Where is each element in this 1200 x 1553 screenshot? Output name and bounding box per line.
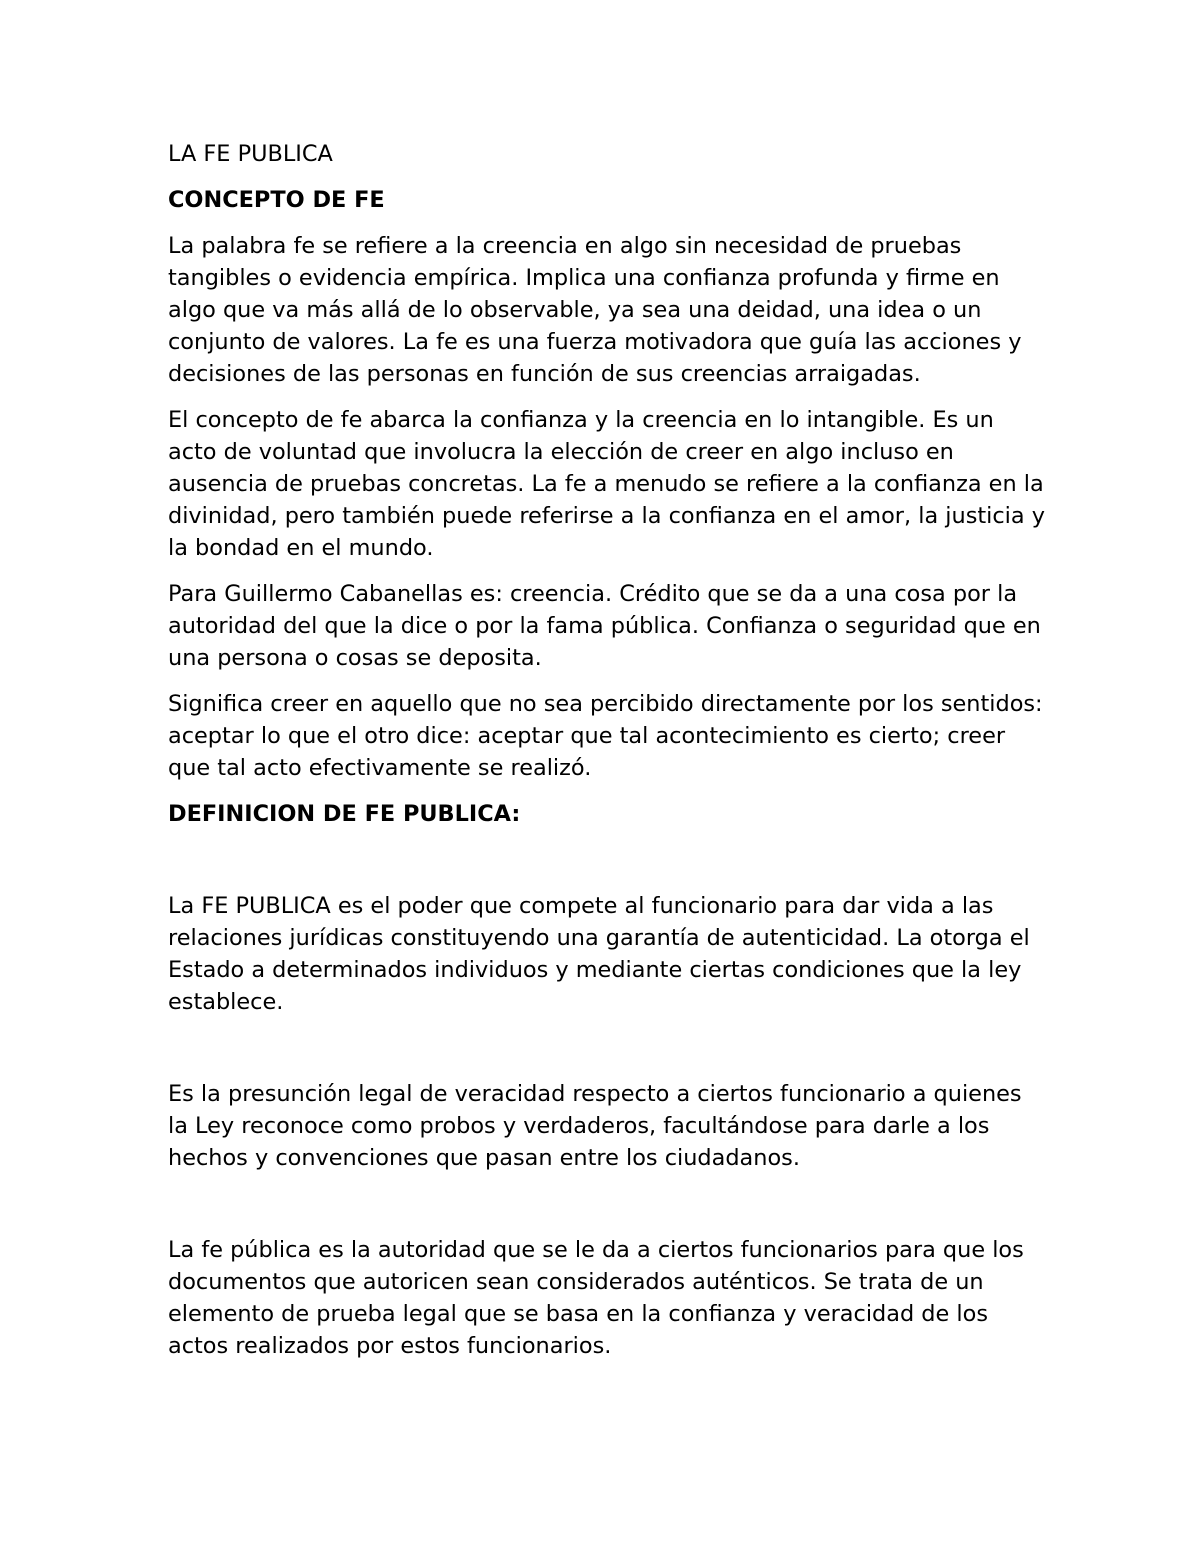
- section-heading-concepto: CONCEPTO DE FE: [168, 187, 385, 213]
- section-heading-definicion: DEFINICION DE FE PUBLICA:: [168, 801, 521, 827]
- paragraph: Significa creer en aquello que no sea percibido directamente por los sentidos: aceptar lo que el otro dice: aceptar que tal acontecimiento es cierto; creer que tal acto efectivamente se realizó.: [168, 691, 1043, 781]
- paragraph: Para Guillermo Cabanellas es: creencia. Crédito que se da a una cosa por la autoridad del que la dice o por la fama pública. Confianza o seguridad que en una persona o cosas se deposita.: [168, 581, 1041, 671]
- document-title: LA FE PUBLICA: [168, 141, 333, 167]
- blank-line: [168, 1032, 1048, 1078]
- blank-line: [168, 844, 1048, 890]
- paragraph: La palabra fe se refiere a la creencia en algo sin necesidad de pruebas tangibles o evidencia empírica. Implica una confianza profunda y firme en algo que va más allá de lo observable, ya sea una deidad, una idea o un conjunto de valores. La fe es una fuerza motivadora que guía las acciones y decisiones de las personas en función de sus creencias arraigadas.: [168, 233, 1022, 387]
- blank-line: [168, 1188, 1048, 1234]
- document-body: [168, 138, 1048, 1376]
- paragraph: La fe pública es la autoridad que se le da a ciertos funcionarios para que los documentos que autoricen sean considerados auténticos. Se trata de un elemento de prueba legal que se basa en la confianza y veracidad de los actos realizados por estos funcionarios.: [168, 1237, 1024, 1359]
- paragraph: Es la presunción legal de veracidad respecto a ciertos funcionario a quienes la Ley reconoce como probos y verdaderos, facultándose para darle a los hechos y convenciones que pasan entre los ciudadanos.: [168, 1081, 1022, 1171]
- paragraph: La FE PUBLICA es el poder que compete al funcionario para dar vida a las relaciones jurídicas constituyendo una garantía de autenticidad. La otorga el Estado a determinados individuos y mediante ciertas condiciones que la ley establece.: [168, 893, 1030, 1015]
- paragraph: El concepto de fe abarca la confianza y la creencia en lo intangible. Es un acto de voluntad que involucra la elección de creer en algo incluso en ausencia de pruebas concretas. La fe a menudo se refiere a la confianza en la divinidad, pero también puede referirse a la confianza en el amor, la justicia y la bondad en el mundo.: [168, 407, 1045, 561]
